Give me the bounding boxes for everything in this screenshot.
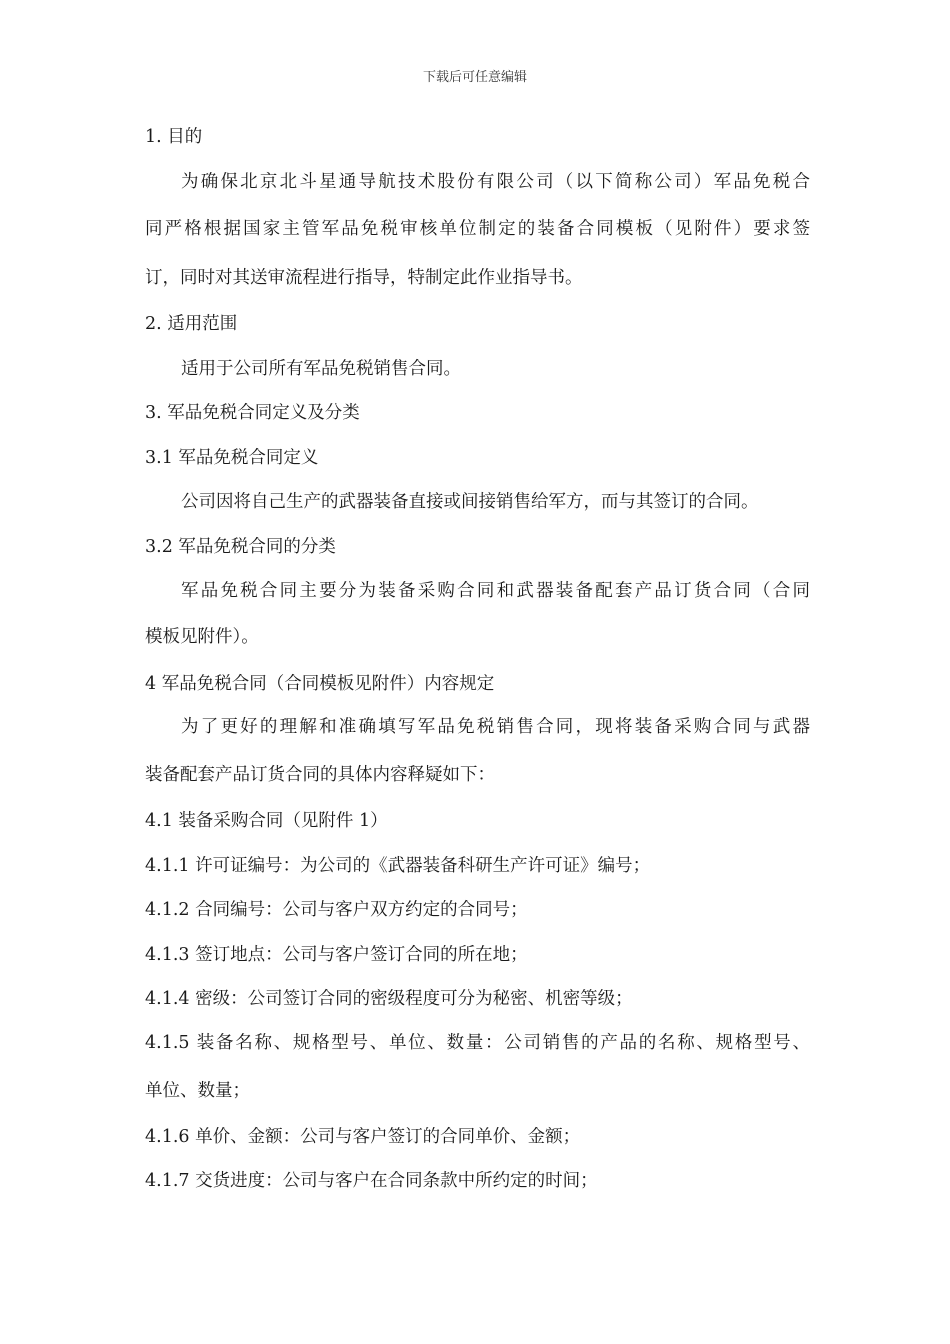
subsection-heading: 3.1 军品免税合同定义 — [145, 448, 319, 468]
page-header-note: 下载后可任意编辑 — [422, 70, 527, 85]
paragraph-line: 为了更好的理解和准确填写军品免税销售合同，现将装备采购合同与武器 — [181, 717, 810, 737]
section-heading-purpose: 1. 目的 — [145, 127, 203, 147]
paragraph-line: 同严格根据国家主管军品免税审核单位制定的装备合同模板（见附件）要求签 — [145, 219, 810, 239]
list-item: 4.1.3 签订地点：公司与客户签订合同的所在地； — [145, 945, 528, 965]
section-heading-definition: 3. 军品免税合同定义及分类 — [145, 403, 360, 423]
section-heading-scope: 2. 适用范围 — [145, 314, 238, 334]
list-item-continuation: 单位、数量； — [145, 1081, 250, 1101]
section-heading-content-rules: 4 军品免税合同（合同模板见附件）内容规定 — [145, 674, 495, 694]
list-item: 4.1.7 交货进度：公司与客户在合同条款中所约定的时间； — [145, 1171, 598, 1191]
list-item: 4.1.1 许可证编号：为公司的《武器装备科研生产许可证》编号； — [145, 856, 651, 876]
list-item: 4.1.2 合同编号：公司与客户双方约定的合同号； — [145, 900, 528, 920]
list-item: 4.1.5 装备名称、规格型号、单位、数量：公司销售的产品的名称、规格型号、 — [145, 1033, 810, 1053]
subsection-heading: 3.2 军品免税合同的分类 — [145, 537, 336, 557]
paragraph-line: 公司因将自己生产的武器装备直接或间接销售给军方，而与其签订的合同。 — [181, 492, 759, 512]
paragraph-line: 适用于公司所有军品免税销售合同。 — [181, 359, 461, 379]
paragraph-line: 军品免税合同主要分为装备采购合同和武器装备配套产品订货合同（合同 — [181, 581, 810, 601]
paragraph-line: 为确保北京北斗星通导航技术股份有限公司（以下简称公司）军品免税合 — [181, 172, 810, 192]
list-item: 4.1.4 密级：公司签订合同的密级程度可分为秘密、机密等级； — [145, 989, 633, 1009]
paragraph-line: 装备配套产品订货合同的具体内容释疑如下： — [145, 765, 495, 785]
subsection-heading: 4.1 装备采购合同（见附件 1） — [145, 811, 388, 831]
paragraph-line: 订，同时对其送审流程进行指导，特制定此作业指导书。 — [145, 268, 583, 288]
paragraph-line: 模板见附件）。 — [145, 627, 259, 647]
list-item: 4.1.6 单价、金额：公司与客户签订的合同单价、金额； — [145, 1127, 581, 1147]
